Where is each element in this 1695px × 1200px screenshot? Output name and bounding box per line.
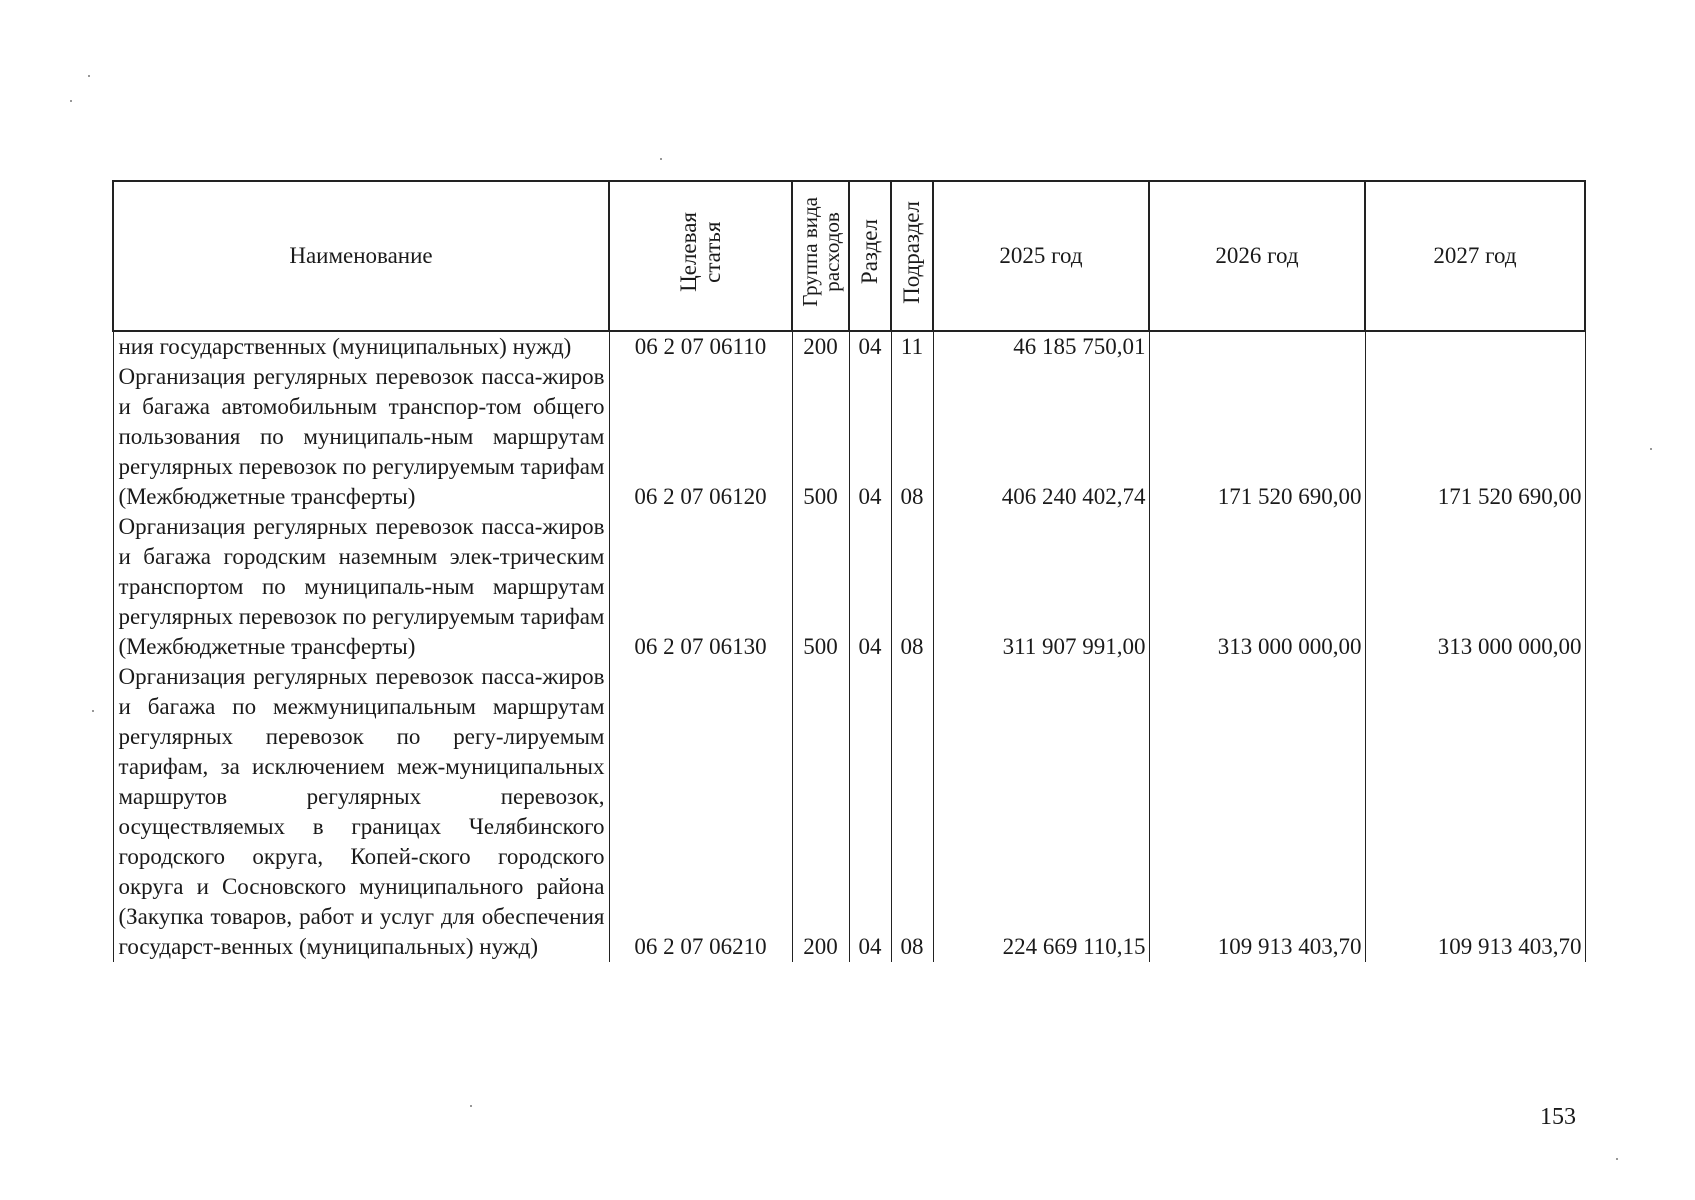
row-amount-2025: 224 669 110,15	[933, 662, 1149, 962]
row-amount-2027: 313 000 000,00	[1365, 512, 1585, 662]
table-row	[113, 331, 1585, 362]
row-amount-2025: 406 240 402,74	[933, 362, 1149, 512]
row-subsection-code: 11	[891, 331, 933, 362]
scan-speck	[470, 1105, 472, 1107]
header-row	[113, 181, 1585, 331]
header-group-label: Группа вида расходов	[797, 197, 844, 307]
header-subsection-label: Подраздел	[899, 200, 924, 304]
row-group-code: 200	[792, 331, 849, 362]
table-row	[113, 362, 1585, 512]
row-group-code: 500	[792, 512, 849, 662]
row-amount-2027	[1365, 331, 1585, 362]
header-2026: 2026 год	[1149, 181, 1365, 331]
header-2025: 2025 год	[933, 181, 1149, 331]
row-amount-2027: 171 520 690,00	[1365, 362, 1585, 512]
header-group	[792, 181, 849, 331]
header-section-label: Раздел	[857, 219, 882, 285]
row-name: Организация регулярных перевозок пасса-жиров и багажа городским наземным элек-трическим транспортом по муниципаль-ным маршрутам регулярных перевозок по регулируемым тарифам (Межбюджетные трансферты)	[113, 512, 609, 662]
row-subsection-code: 08	[891, 512, 933, 662]
budget-table-sheet	[112, 180, 1584, 962]
row-amount-2025: 311 907 991,00	[933, 512, 1149, 662]
scan-speck	[1650, 448, 1652, 450]
header-target	[609, 181, 792, 331]
row-section-code: 04	[849, 362, 891, 512]
page-number: 153	[1540, 1104, 1576, 1130]
scan-speck	[70, 100, 72, 102]
row-amount-2026: 171 520 690,00	[1149, 362, 1365, 512]
row-amount-2027: 109 913 403,70	[1365, 662, 1585, 962]
row-name: Организация регулярных перевозок пасса-жиров и багажа по межмуниципальным маршрутам регулярных перевозок по регу-лируемым тарифам, за исключением меж-муниципальных маршрутов регулярных перевозок, осуществляемых в границах Челябинского городского округа, Копей-ского городского округа и Сосновского муниципального района (Закупка товаров, работ и услуг для обеспечения государст-венных (муниципальных) нужд)	[113, 662, 609, 962]
row-group-code: 500	[792, 362, 849, 512]
header-subsection	[891, 181, 933, 331]
scan-speck	[92, 710, 94, 712]
table-row	[113, 512, 1585, 662]
row-amount-2026: 109 913 403,70	[1149, 662, 1365, 962]
row-target-code: 06 2 07 06110	[609, 331, 792, 362]
row-amount-2026: 313 000 000,00	[1149, 512, 1365, 662]
scan-speck	[88, 75, 90, 77]
row-target-code: 06 2 07 06130	[609, 512, 792, 662]
row-subsection-code: 08	[891, 362, 933, 512]
row-amount-2026	[1149, 331, 1365, 362]
scan-speck	[660, 158, 662, 160]
row-amount-2025: 46 185 750,01	[933, 331, 1149, 362]
row-section-code: 04	[849, 331, 891, 362]
table-row	[113, 662, 1585, 962]
row-target-code: 06 2 07 06120	[609, 362, 792, 512]
row-section-code: 04	[849, 662, 891, 962]
header-name: Наименование	[113, 181, 609, 331]
row-name: Организация регулярных перевозок пасса-жиров и багажа автомобильным транспор-том общего пользования по муниципаль-ным маршрутам регулярных перевозок по регулируемым тарифам (Межбюджетные трансферты)	[113, 362, 609, 512]
row-target-code: 06 2 07 06210	[609, 662, 792, 962]
row-name: ния государственных (муниципальных) нужд)	[113, 331, 609, 362]
budget-table	[112, 180, 1586, 962]
row-group-code: 200	[792, 662, 849, 962]
scan-speck	[1616, 1158, 1618, 1160]
row-subsection-code: 08	[891, 662, 933, 962]
header-2027: 2027 год	[1365, 181, 1585, 331]
header-target-label: Целевая статья	[675, 212, 725, 292]
header-section	[849, 181, 891, 331]
row-section-code: 04	[849, 512, 891, 662]
